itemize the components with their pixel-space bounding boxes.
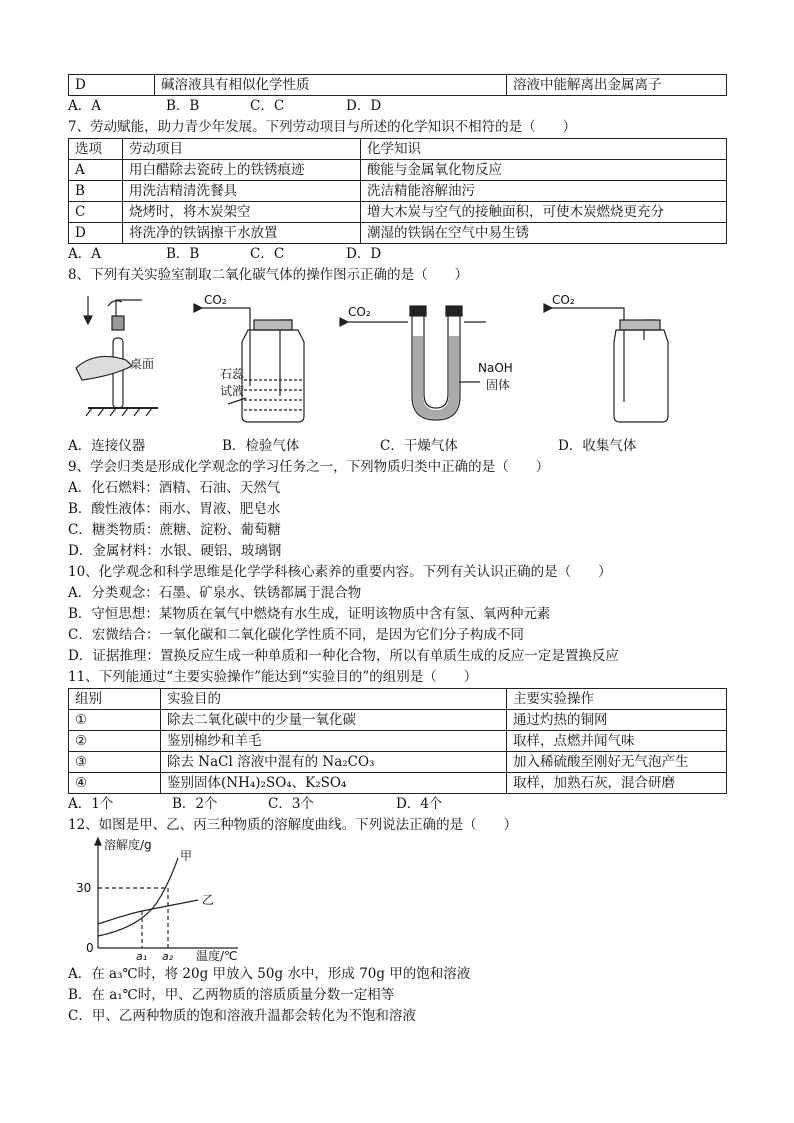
question-11-options	[68, 794, 726, 815]
table-row	[69, 160, 727, 181]
co2-label-d: CO₂	[552, 293, 575, 307]
table-header: 主要实验操作	[507, 689, 727, 710]
rubber-stopper-icon	[112, 316, 124, 330]
option-a[interactable]: A．在 a₃℃时，将 20g 甲放入 50g 水中，形成 70g 甲的饱和溶液	[68, 966, 471, 983]
table-cell: 酸能与金属氧化物反应	[361, 160, 727, 181]
table-row	[69, 731, 727, 752]
table-cell: 碱溶液具有相似化学性质	[155, 75, 507, 96]
table-row	[69, 75, 727, 96]
table-cell: D	[69, 223, 123, 244]
option-c[interactable]: C．甲、乙两种物质的饱和溶液升温都会转化为不饱和溶液	[68, 1008, 416, 1025]
desk-label: 桌面	[130, 357, 155, 371]
table-cell: 将洗净的铁锅擦干水放置	[123, 223, 361, 244]
table-cell: 鉴别棉纱和羊毛	[161, 731, 507, 752]
series-yi-line	[98, 900, 198, 924]
exam-page	[68, 74, 726, 1027]
question-7-stem: 7、劳动赋能，助力青少年发展。下列劳动项目与所述的化学知识不相符的是（ ）	[68, 119, 577, 136]
option-d[interactable]: D．金属材料：水银、硬铝、玻璃钢	[68, 543, 282, 560]
option-d[interactable]: D．D	[346, 246, 382, 263]
table-cell: D	[69, 75, 155, 96]
table-header: 选项	[69, 139, 123, 160]
option-b[interactable]: B．B	[166, 98, 200, 115]
naoh-label-1: NaOH	[478, 361, 513, 375]
legend-yi: 乙	[202, 893, 215, 907]
table-cell: C	[69, 202, 123, 223]
figure-a-connect	[76, 296, 158, 416]
option-b[interactable]: B．守恒思想：某物质在氧气中燃烧有水生成，证明该物质中含有氢、氧两种元素	[68, 606, 551, 623]
option-c[interactable]: C．干燥气体	[380, 438, 458, 455]
litmus-label-2: 试液	[220, 384, 245, 398]
series-jia-line	[98, 858, 178, 936]
table-cell: 取样，点燃并闻气味	[507, 731, 727, 752]
option-a[interactable]: A．分类观念：石墨、矿泉水、铁锈都属于混合物	[68, 585, 362, 602]
table-cell: 除去二氧化碳中的少量一氧化碳	[161, 710, 507, 731]
option-d[interactable]: D．收集气体	[558, 438, 637, 455]
table-row	[69, 773, 727, 794]
option-b[interactable]: B．B	[166, 246, 200, 263]
question-9-stem: 9、学会归类是形成化学观念的学习任务之一，下列物质归类中正确的是（ ）	[68, 459, 550, 476]
option-c[interactable]: C．C	[250, 98, 285, 115]
table-row	[69, 752, 727, 773]
co2-label-b: CO₂	[204, 293, 227, 307]
origin-label: 0	[86, 941, 94, 955]
table-cell: 鉴别固体(NH₄)₂SO₄、K₂SO₄	[161, 773, 507, 794]
table-row	[69, 223, 727, 244]
table-cell: 通过灼热的铜网	[507, 710, 727, 731]
table-row	[69, 710, 727, 731]
table-header: 实验目的	[161, 689, 507, 710]
table-header: 组别	[69, 689, 161, 710]
table-header: 化学知识	[361, 139, 727, 160]
table-cell: 增大木炭与空气的接触面积，可使木炭燃烧更充分	[361, 202, 727, 223]
table-row	[69, 202, 727, 223]
y-axis-label: 溶解度/g	[104, 838, 152, 852]
option-d[interactable]: D．证据推理：置换反应生成一种单质和一种化合物，所以有单质生成的反应一定是置换反应	[68, 648, 619, 665]
legend-jia: 甲	[180, 849, 193, 863]
x-tick-a2: a₂	[162, 950, 174, 963]
option-c[interactable]: C．3个	[268, 796, 314, 813]
figure-c-dry-gas	[340, 306, 486, 420]
gas-bottle-icon	[242, 330, 304, 422]
table-cell: 除去 NaCl 溶液中混有的 Na₂CO₃	[161, 752, 507, 773]
question-10-stem: 10、化学观念和科学思维是化学学科核心素养的重要内容。下列有关认识正确的是（ ）	[68, 564, 612, 581]
table-header-row	[69, 689, 727, 710]
table-row	[69, 181, 727, 202]
table-header: 劳动项目	[123, 139, 361, 160]
table-cell: 加入稀硫酸至刚好无气泡产生	[507, 752, 727, 773]
table-cell: 用洗洁精清洗餐具	[123, 181, 361, 202]
table-cell: ①	[69, 710, 161, 731]
question-7-options	[68, 244, 726, 265]
table-cell: 取样，加熟石灰，混合研磨	[507, 773, 727, 794]
question-11-stem: 11、下列能通过“主要实验操作”能达到“实验目的”的组别是（ ）	[68, 669, 478, 686]
table-header-row	[69, 139, 727, 160]
option-a[interactable]: A．1个	[68, 796, 114, 813]
figure-b-test-gas	[194, 304, 304, 422]
question-8-figure	[68, 286, 726, 436]
question-8-options	[68, 436, 726, 457]
question-8-stem: 8、下列有关实验室制取二氧化碳气体的操作图示正确的是（ ）	[68, 267, 469, 284]
option-c[interactable]: C．糖类物质：蔗糖、淀粉、葡萄糖	[68, 522, 281, 539]
option-a[interactable]: A．化石燃料：酒精、石油、天然气	[68, 480, 281, 497]
option-a[interactable]: A．A	[68, 246, 101, 263]
gas-bottle-icon	[614, 330, 668, 422]
solubility-curve-chart	[68, 836, 258, 964]
table-cell: ③	[69, 752, 161, 773]
figure-d-collect-gas	[544, 304, 668, 422]
question-7-table	[68, 138, 727, 244]
y-tick-30: 30	[76, 881, 92, 895]
table-cell: B	[69, 181, 123, 202]
x-tick-a1: a₁	[136, 950, 148, 963]
table-cell: 用白醋除去瓷砖上的铁锈痕迹	[123, 160, 361, 181]
apparatus-illustration	[68, 286, 726, 436]
option-b[interactable]: B．检验气体	[222, 438, 300, 455]
litmus-label-1: 石蕊	[220, 367, 245, 381]
question-12-figure	[68, 836, 726, 964]
prev-options	[68, 96, 726, 117]
option-d[interactable]: D．4个	[396, 796, 443, 813]
option-b[interactable]: B．酸性液体：雨水、胃液、肥皂水	[68, 501, 281, 518]
option-b[interactable]: B．在 a₁℃时，甲、乙两物质的溶质质量分数一定相等	[68, 987, 395, 1004]
table-cell: ②	[69, 731, 161, 752]
prev-question-table	[68, 74, 727, 96]
table-cell: 烧烤时，将木炭架空	[123, 202, 361, 223]
option-c[interactable]: C．宏微结合：一氧化碳和二氧化碳化学性质不同，是因为它们分子构成不同	[68, 627, 524, 644]
table-cell: ④	[69, 773, 161, 794]
option-d[interactable]: D．D	[346, 98, 382, 115]
naoh-label-2: 固体	[486, 378, 511, 392]
option-b[interactable]: B．2个	[172, 796, 218, 813]
x-axis-label: 温度/℃	[196, 949, 238, 963]
option-a[interactable]: A．连接仪器	[68, 438, 146, 455]
option-a[interactable]: A．A	[68, 98, 101, 115]
table-cell: 潮湿的铁锅在空气中易生锈	[361, 223, 727, 244]
table-cell: 洗洁精能溶解油污	[361, 181, 727, 202]
question-12-stem: 12、如图是甲、乙、丙三种物质的溶解度曲线。下列说法正确的是（ ）	[68, 817, 518, 834]
co2-label-c: CO₂	[348, 305, 371, 319]
table-cell: A	[69, 160, 123, 181]
option-c[interactable]: C．C	[250, 246, 285, 263]
question-11-table	[68, 688, 727, 794]
table-cell: 溶液中能解离出金属离子	[507, 75, 727, 96]
